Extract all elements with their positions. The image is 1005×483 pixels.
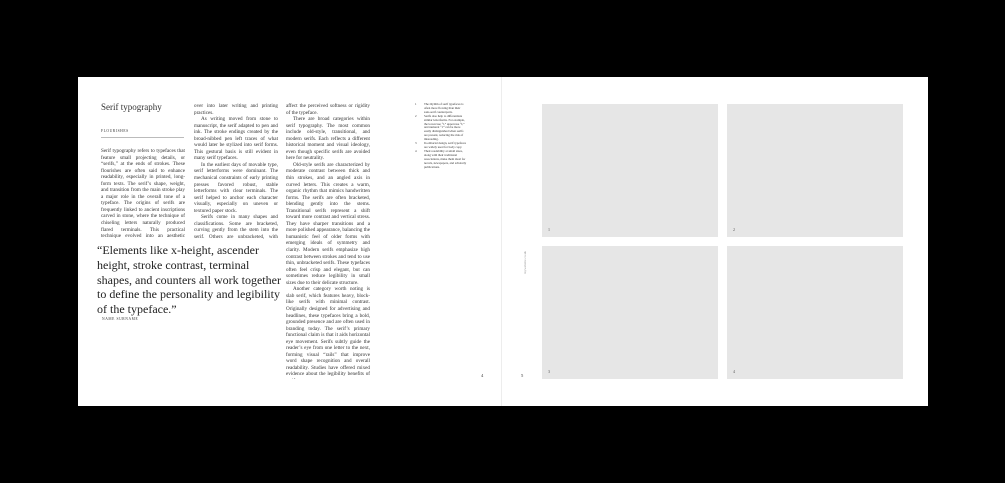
right-page-number: 5 — [521, 373, 524, 378]
paragraph: Serif typography refers to typefaces that feature small projecting details, or “serifs,” at the ends of strokes. These flourishes are often said to enhance readability, especially in printed, long-form texts. The serif’s shape, weight, and transition from the main stroke play a major role in the overall tone of a typeface. The origins of serifs are frequently linked to ancient inscriptions carved in stone, where the technique of chiseling letters naturally produced flared terminals. This practical technique evolved into an aesthetic — [101, 148, 185, 240]
image-number: 1 — [548, 227, 550, 232]
footnote-text: The rhythm of serif typefaces is often more flowing than their sans-serif counterparts. — [424, 102, 464, 114]
body-column-3 — [286, 103, 370, 379]
body-column-2 — [194, 103, 278, 239]
footnote-text: In editorial design, serif typefaces are widely used for body copy. — [424, 141, 467, 149]
footnote-number: 4 — [415, 148, 417, 153]
body-column-1 — [101, 148, 185, 240]
footnote — [415, 150, 467, 170]
image-placeholder — [542, 246, 718, 379]
paragraph: In the earliest days of movable type, serif letterforms were dominant. The mechanical constraints of early printing presses favored robust, stable letterforms with clear terminals. The serif helped to anchor each character visually, especially on uneven or textured paper stock. — [194, 161, 278, 214]
image-number: 3 — [548, 369, 550, 374]
paragraph: Another category worth noting is slab serif, which features heavy, block-like serifs with minimal contrast. Originally designed for advertising and headlines, these typefaces bring a bold, grounded presence and are often used in branding today. The serif’s primary functional claim is that it aids horizontal eye movement. Serifs subtly guide the reader’s eye from one letter to the next, forming visual “rails” that improve word shape recognition and overall readability. Studies have offered mixed evidence about the legibility benefits of — [286, 286, 370, 378]
image-placeholder — [542, 104, 718, 237]
paragraph: over into later writing and printing practices. — [194, 103, 278, 116]
paragraph: Serifs come in many shapes and classifications. Some are bracketed, curving gently from the stem into the serif. Others are unbracketed, with — [194, 214, 278, 239]
footnote-number: 2 — [415, 113, 417, 118]
footnote-number: 1 — [415, 102, 417, 106]
page-title: Serif typography — [101, 102, 162, 112]
paragraph: Old-style serifs are characterized by moderate contrast between thick and thin strokes, and an angled axis in curved letters. This creates a warm, organic rhythm that mimics handwritten forms. The serifs are often bracketed, blending gently into the stems. Transitional serifs represent a shift toward more contrast and vertical stress. They have sharper transitions and a more polished appearance, balancing the humanistic feel of older forms with emerging ideals of symmetry and clarity. Modern serifs emphasize high contrast between strokes and tend to use thin, unbracketed serifs. These typefaces often feel crisp and elegant, but can sometimes reduce legibility in small sizes due to their delicate structure. — [286, 161, 370, 286]
image-placeholder — [727, 104, 903, 237]
footnote-number: 3 — [415, 141, 417, 146]
kicker-rule — [101, 137, 184, 138]
image-number: 4 — [733, 369, 735, 374]
paragraph: As writing moved from stone to manuscript, the serif adapted to pen and ink. The stroke endings created by the broad-nibbed pen left traces of what would later be stylized into serif forms. This gestural basis is still evident in many serif typefaces. — [194, 116, 278, 162]
image-number: 2 — [733, 227, 735, 232]
paragraph: There are broad categories within serif typography. The most common include old-style, transitional, and modern serifs. Each reflects a different historical moment and visual ideology, even though specific serifs are avoided here for neutrality. — [286, 116, 370, 162]
paragraph: affect the perceived softness or rigidity of the typeface. — [286, 103, 370, 116]
left-page-number: 4 — [481, 373, 484, 378]
page-gutter — [501, 77, 502, 406]
footnotes — [415, 103, 467, 169]
website-url: mywebsite.co.uk — [523, 251, 527, 274]
image-placeholder — [727, 246, 903, 379]
section-kicker: FLOURISHES — [101, 129, 129, 133]
footnote — [415, 115, 467, 142]
footnote — [415, 103, 467, 115]
quote-attribution: NAME SURNAME — [102, 317, 139, 321]
document-spread — [78, 77, 928, 406]
footnote-text: Serifs also help to differentiate similar letterforms. For example, the lowercase “l,” uppercase “I,” and numeral “1” can be more easily distinguished when serifs are present, reducing the risk of misreading. — [424, 113, 465, 142]
footnote-text: Their readability at small sizes, along with their traditional associations, make them ideal for novels, newspapers, and scholarly publications. — [424, 148, 467, 169]
pull-quote: “Elements like x-height, ascender height, stroke contrast, terminal shapes, and counters all work together to define the personality and legibility of the typeface.” — [97, 243, 281, 317]
